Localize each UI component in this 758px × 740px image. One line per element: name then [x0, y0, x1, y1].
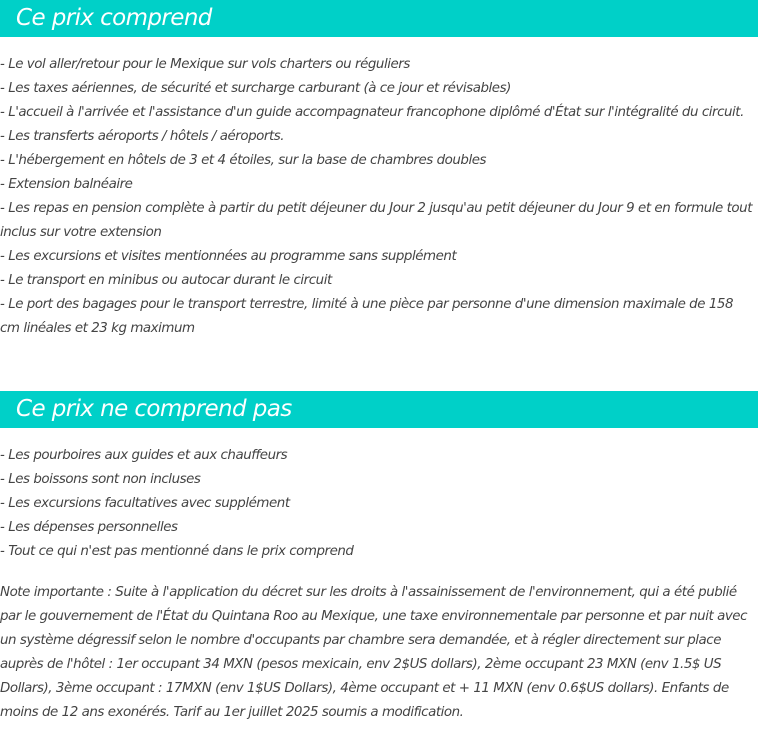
list-item: - Le port des bagages pour le transport terrestre, limité à une pièce par personne d'une dimension maximale de 158 cm linéales et 23 kg maximum: [0, 297, 734, 336]
list-item: - Les transferts aéroports / hôtels / aéroports.: [0, 129, 285, 144]
list-item: - L'accueil à l'arrivée et l'assistance d'un guide accompagnateur francophone diplômé d'État sur l'intégralité du circuit.: [0, 105, 744, 120]
list-item: - L'hébergement en hôtels de 3 et 4 étoiles, sur la base de chambres doubles: [0, 153, 487, 168]
excluded-list: [0, 444, 758, 564]
list-item: - Les excursions facultatives avec supplément: [0, 496, 290, 511]
list-item: - Les boissons sont non incluses: [0, 472, 201, 487]
list-item: - Les excursions et visites mentionnées au programme sans supplément: [0, 249, 457, 264]
list-item: - Les taxes aériennes, de sécurité et surcharge carburant (à ce jour et révisables): [0, 81, 511, 96]
list-item: - Les repas en pension complète à partir du petit déjeuner du Jour 2 jusqu'au petit déjeuner du Jour 9 et en formule tout inclus sur votre extension: [0, 201, 753, 240]
list-item: - Tout ce qui n'est pas mentionné dans le prix comprend: [0, 544, 354, 559]
list-item: - Le vol aller/retour pour le Mexique sur vols charters ou réguliers: [0, 57, 410, 72]
included-list: [0, 53, 758, 341]
included-section-title: Ce prix comprend: [0, 0, 758, 37]
excluded-section-title: Ce prix ne comprend pas: [0, 391, 758, 428]
important-note: Note importante : Suite à l'application du décret sur les droits à l'assainissement de l'environnement, qui a été publié par le gouvernement de l'État du Quintana Roo au Mexique, une taxe environnementale par personne et par nuit avec un système dégressif selon le nombre d'occupants par chambre sera demandée, et à régler directement sur place auprès de l'hôtel : 1er occupant 34 MXN (pesos mexicain, env 2$US dollars), 2ème occupant 23 MXN (env 1.5$ US Dollars), 3ème occupant : 17MXN (env 1$US Dollars), 4ème occupant et + 11 MXN (env 0.6$US dollars). Enfants de moins de 12 ans exonérés. Tarif au 1er juillet 2025 soumis a modification.: [0, 585, 748, 720]
list-item: - Les pourboires aux guides et aux chauffeurs: [0, 448, 288, 463]
list-item: - Extension balnéaire: [0, 177, 133, 192]
list-item: - Le transport en minibus ou autocar durant le circuit: [0, 273, 332, 288]
list-item: - Les dépenses personnelles: [0, 520, 178, 535]
